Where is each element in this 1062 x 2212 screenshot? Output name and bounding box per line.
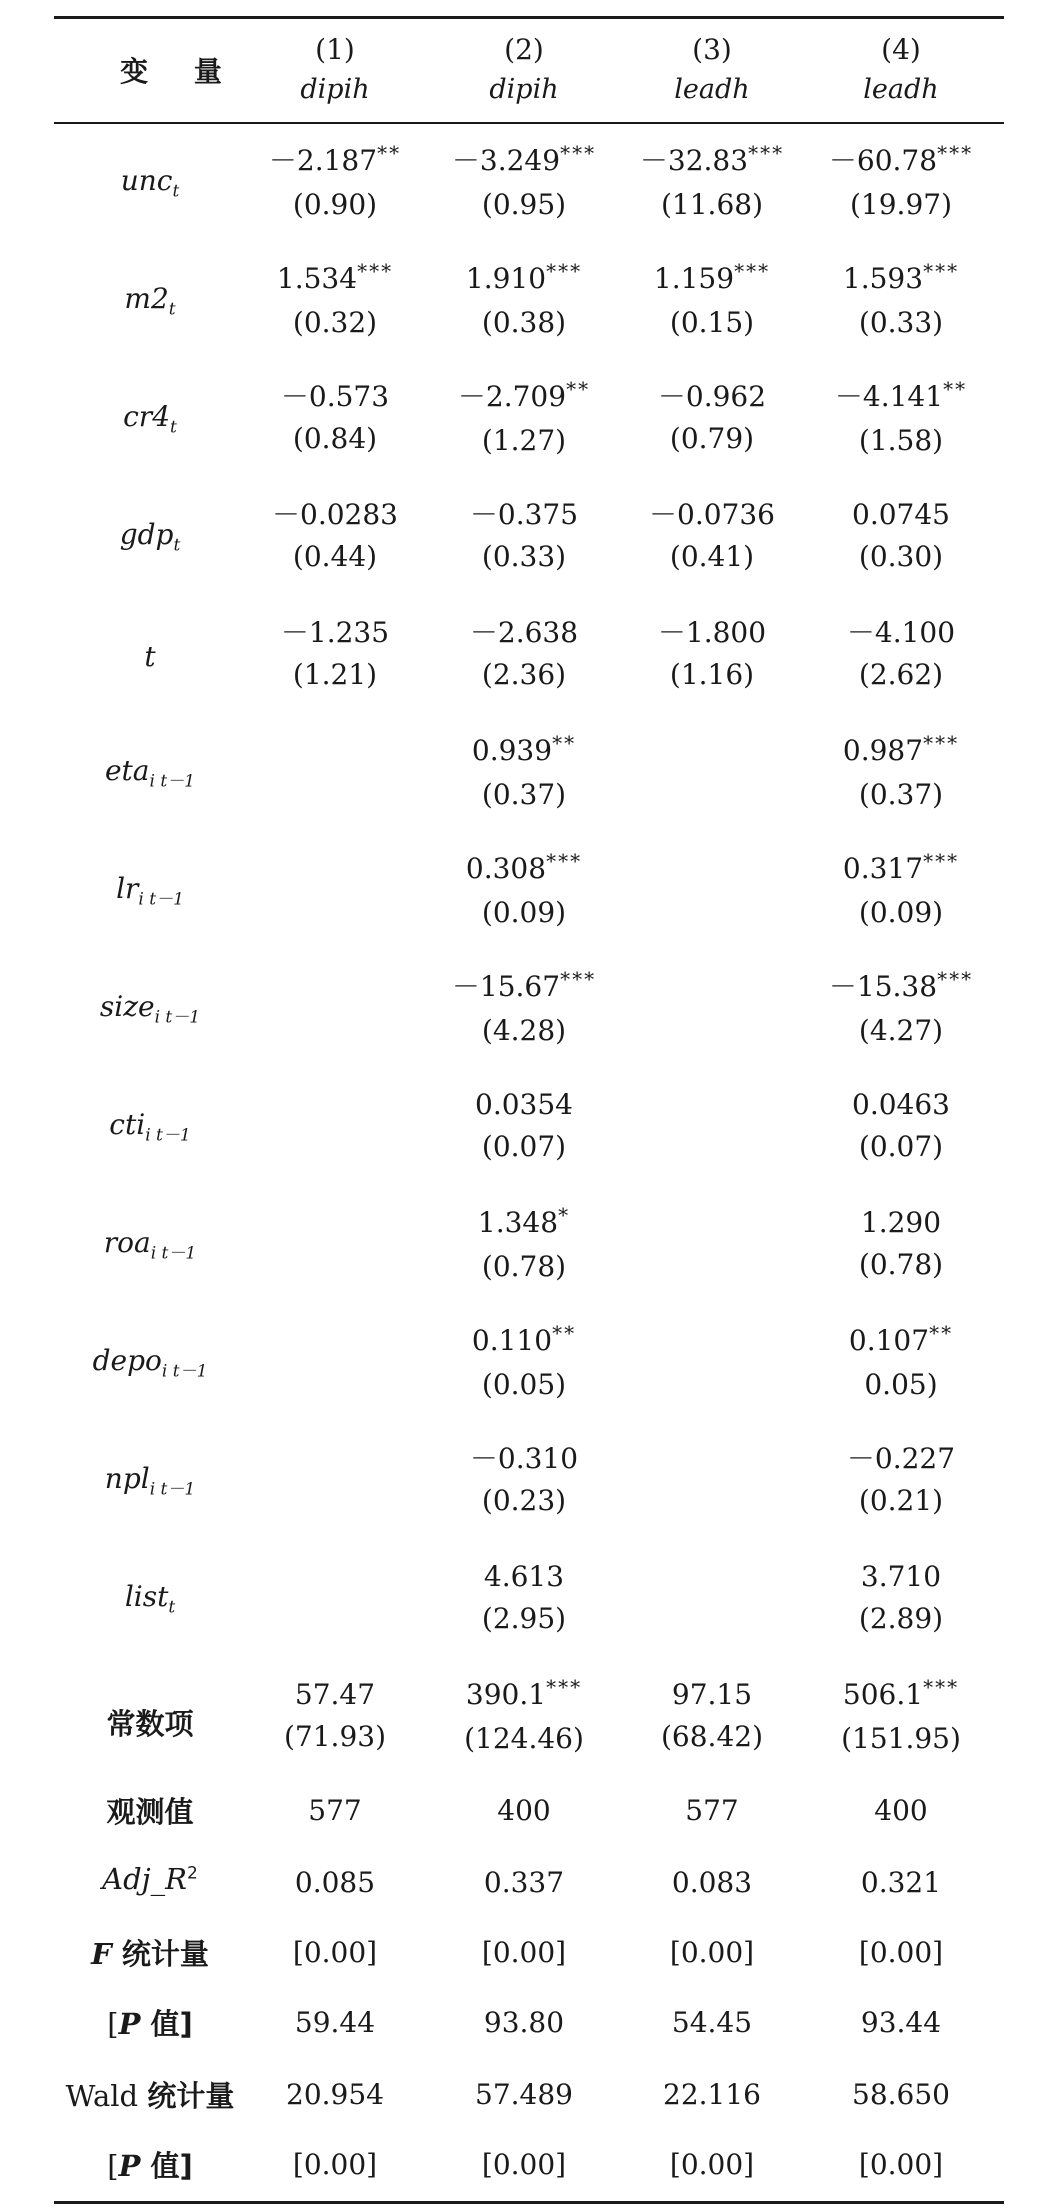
standard-error: (1.16) xyxy=(669,658,755,691)
statistic-label xyxy=(40,2144,260,2185)
standard-error: 0.05) xyxy=(864,1368,938,1401)
variable-name: m2 xyxy=(124,282,169,315)
coefficient-number: 0.939 xyxy=(471,734,553,767)
standard-error: (0.23) xyxy=(481,1484,567,1517)
statistic-value xyxy=(617,2002,807,2044)
coefficient-number: －2.638 xyxy=(469,616,579,649)
variable-subscript: i t－1 xyxy=(150,1243,197,1264)
standard-error: (0.78) xyxy=(858,1248,944,1281)
coefficient-cell xyxy=(806,1084,996,1168)
variable-name: t xyxy=(144,640,156,673)
coefficient-cell xyxy=(429,730,619,816)
coefficient-number: －4.100 xyxy=(846,616,956,649)
statistic-number: 0.085 xyxy=(294,1866,376,1899)
coefficient-value xyxy=(429,258,619,302)
variable-subscript: i t－1 xyxy=(149,771,195,792)
coefficient-cell xyxy=(429,848,619,934)
statistic-label xyxy=(40,2074,260,2115)
variable-name: npl xyxy=(104,1462,150,1495)
statistic-number: 54.45 xyxy=(671,2006,753,2039)
standard-error: (0.33) xyxy=(858,306,944,339)
coefficient-value xyxy=(617,140,807,184)
statistic-number: [0.00] xyxy=(669,2148,755,2181)
coefficient-number: 0.0745 xyxy=(852,498,950,531)
label-italic-symbol: P xyxy=(118,2007,141,2041)
statistic-value xyxy=(806,1790,996,1832)
row-variable-label xyxy=(40,282,260,320)
statistic-value xyxy=(240,2144,430,2186)
coefficient-value xyxy=(806,1674,996,1718)
coefficient-number: 390.1 xyxy=(465,1678,547,1711)
statistic-value xyxy=(806,2074,996,2116)
standard-error: (2.36) xyxy=(481,658,567,691)
coefficient-value xyxy=(429,1202,619,1246)
standard-error: (0.44) xyxy=(292,540,378,573)
statistic-number: 577 xyxy=(685,1794,739,1827)
statistic-value xyxy=(429,2074,619,2116)
variable-subscript: i t－1 xyxy=(161,1361,208,1382)
row-variable-label xyxy=(40,164,260,202)
coefficient-value xyxy=(806,1084,996,1126)
standard-error: (0.07) xyxy=(481,1130,567,1163)
significance-stars: ** xyxy=(552,731,577,755)
coefficient-cell xyxy=(240,612,430,696)
column-header-2: (2) dipih xyxy=(489,33,559,105)
standard-error: (0.41) xyxy=(669,540,755,573)
standard-error: (0.37) xyxy=(481,778,567,811)
standard-error: (4.27) xyxy=(858,1014,944,1047)
row-variable-label xyxy=(40,640,260,673)
standard-error: (0.33) xyxy=(481,540,567,573)
label-italic-symbol: P xyxy=(118,2149,141,2183)
statistic-value xyxy=(806,2002,996,2044)
significance-stars: *** xyxy=(937,967,974,991)
coefficient-value xyxy=(806,1320,996,1364)
label-text: 观测值 xyxy=(106,1795,194,1829)
coefficient-value xyxy=(806,258,996,302)
variable-name: cti xyxy=(109,1108,146,1141)
coefficient-cell xyxy=(806,1556,996,1640)
coefficient-value xyxy=(240,140,430,184)
standard-error: (0.32) xyxy=(292,306,378,339)
standard-error: (1.27) xyxy=(481,424,567,457)
coefficient-number: 0.0463 xyxy=(852,1088,950,1121)
standard-error: (11.68) xyxy=(660,188,763,221)
coefficient-value xyxy=(429,494,619,536)
statistic-number: 0.321 xyxy=(860,1866,942,1899)
statistic-value xyxy=(806,1862,996,1904)
coefficient-number: 0.110 xyxy=(471,1324,553,1357)
coefficient-number: －0.962 xyxy=(657,380,767,413)
statistic-value xyxy=(429,1862,619,1904)
statistic-value xyxy=(617,1862,807,1904)
coefficient-number: 3.710 xyxy=(860,1560,942,1593)
coefficient-number: －2.187 xyxy=(268,144,378,177)
label-italic-text: Adj_R xyxy=(102,1862,187,1896)
coefficient-value xyxy=(806,140,996,184)
coefficient-number: 1.910 xyxy=(465,262,547,295)
variable-name: size xyxy=(99,990,155,1023)
coefficient-cell xyxy=(806,848,996,934)
coefficient-cell xyxy=(429,258,619,344)
coefficient-cell xyxy=(429,1320,619,1406)
coefficient-number: 0.107 xyxy=(848,1324,930,1357)
coefficient-cell xyxy=(806,730,996,816)
coefficient-number: 4.613 xyxy=(483,1560,565,1593)
coefficient-cell xyxy=(240,494,430,578)
coefficient-value xyxy=(429,1084,619,1126)
significance-stars: * xyxy=(558,1203,571,1227)
standard-error: (0.09) xyxy=(481,896,567,929)
standard-error: (4.28) xyxy=(481,1014,567,1047)
coefficient-number: －0.0736 xyxy=(649,498,775,531)
statistic-number: 400 xyxy=(497,1794,551,1827)
standard-error: (1.58) xyxy=(858,424,944,457)
row-variable-label xyxy=(40,1344,260,1382)
coefficient-cell xyxy=(806,376,996,462)
coefficient-value xyxy=(240,612,430,654)
statistic-number: [0.00] xyxy=(669,1936,755,1969)
coefficient-number: －4.141 xyxy=(834,380,944,413)
significance-stars: *** xyxy=(357,259,394,283)
significance-stars: *** xyxy=(560,967,597,991)
coefficient-number: 1.593 xyxy=(842,262,924,295)
coefficient-value xyxy=(617,494,807,536)
standard-error: (2.89) xyxy=(858,1602,944,1635)
standard-error: (0.38) xyxy=(481,306,567,339)
statistic-number: 93.80 xyxy=(483,2006,565,2039)
variable-name: list xyxy=(124,1580,169,1613)
standard-error: (0.78) xyxy=(481,1250,567,1283)
standard-error: (0.09) xyxy=(858,896,944,929)
row-variable-label xyxy=(40,1462,260,1500)
standard-error: (2.62) xyxy=(858,658,944,691)
coefficient-value xyxy=(240,258,430,302)
standard-error: (71.93) xyxy=(283,1720,386,1753)
coefficient-value xyxy=(429,140,619,184)
label-italic-symbol: F xyxy=(91,1937,112,1971)
significance-stars: *** xyxy=(560,141,597,165)
coefficient-cell xyxy=(240,140,430,226)
variable-name: unc xyxy=(120,164,173,197)
coefficient-number: 506.1 xyxy=(842,1678,924,1711)
coefficient-cell xyxy=(806,258,996,344)
significance-stars: *** xyxy=(734,259,771,283)
coefficient-number: －2.709 xyxy=(457,380,567,413)
row-variable-label xyxy=(40,990,260,1028)
significance-stars: *** xyxy=(748,141,785,165)
statistic-value xyxy=(240,1932,430,1974)
variable-name: cr4 xyxy=(123,400,171,433)
statistic-number: 58.650 xyxy=(852,2078,950,2111)
coefficient-value xyxy=(429,1556,619,1598)
label-prefix: Wald xyxy=(65,2079,148,2113)
label-text: 统计量 xyxy=(111,1937,209,1971)
standard-error: (0.37) xyxy=(858,778,944,811)
coefficient-value xyxy=(806,494,996,536)
significance-stars: *** xyxy=(546,259,583,283)
coefficient-value xyxy=(429,730,619,774)
coefficient-cell xyxy=(806,1438,996,1522)
variable-name: lr xyxy=(116,872,139,905)
coefficient-number: －0.375 xyxy=(469,498,579,531)
variable-column-header: 变 量 xyxy=(120,55,240,88)
variable-subscript: t xyxy=(172,181,180,202)
standard-error: (68.42) xyxy=(660,1720,763,1753)
top-rule xyxy=(54,16,1004,19)
standard-error: (0.15) xyxy=(669,306,755,339)
statistic-number: [0.00] xyxy=(292,2148,378,2181)
coefficient-value xyxy=(617,1674,807,1716)
coefficient-number: －1.800 xyxy=(657,616,767,649)
coefficient-value xyxy=(429,848,619,892)
statistic-label xyxy=(40,1932,260,1973)
coefficient-cell xyxy=(240,1674,430,1758)
coefficient-cell xyxy=(240,258,430,344)
coefficient-cell xyxy=(806,494,996,578)
statistic-value xyxy=(240,1862,430,1904)
coefficient-cell xyxy=(806,966,996,1052)
coefficient-value xyxy=(806,848,996,892)
label-text: 统计量 xyxy=(147,2079,235,2113)
coefficient-cell xyxy=(806,1202,996,1286)
standard-error: (0.90) xyxy=(292,188,378,221)
coefficient-number: －15.67 xyxy=(451,970,561,1003)
coefficient-number: 0.308 xyxy=(465,852,547,885)
statistic-value xyxy=(429,2144,619,2186)
standard-error: (0.95) xyxy=(481,188,567,221)
coefficient-cell xyxy=(429,140,619,226)
coefficient-cell xyxy=(429,1438,619,1522)
label-superscript: 2 xyxy=(187,1863,198,1884)
coefficient-cell xyxy=(617,258,807,344)
coefficient-value xyxy=(429,1320,619,1364)
variable-subscript: i t－1 xyxy=(149,1479,196,1500)
row-variable-label xyxy=(40,1226,260,1264)
coefficient-number: 97.15 xyxy=(671,1678,753,1711)
row-variable-label xyxy=(40,754,260,792)
standard-error: (0.30) xyxy=(858,540,944,573)
statistic-number: [0.00] xyxy=(292,1936,378,1969)
coefficient-cell xyxy=(429,1556,619,1640)
statistic-number: [0.00] xyxy=(858,2148,944,2181)
coefficient-number: 0.987 xyxy=(842,734,924,767)
variable-subscript: i t－1 xyxy=(138,889,184,910)
statistic-value xyxy=(617,1932,807,1974)
coefficient-cell xyxy=(617,140,807,226)
standard-error: (151.95) xyxy=(841,1722,961,1755)
coefficient-value xyxy=(806,612,996,654)
statistic-value xyxy=(617,1790,807,1832)
significance-stars: ** xyxy=(566,377,591,401)
row-variable-label xyxy=(40,872,260,910)
coefficient-value xyxy=(429,966,619,1010)
variable-subscript: i t－1 xyxy=(154,1007,201,1028)
label-prefix: [ xyxy=(107,2007,119,2041)
statistic-label xyxy=(40,1790,260,1831)
coefficient-number: －32.83 xyxy=(639,144,749,177)
coefficient-cell xyxy=(617,376,807,460)
coefficient-cell xyxy=(806,1674,996,1760)
coefficient-value xyxy=(806,376,996,420)
coefficient-number: －3.249 xyxy=(451,144,561,177)
significance-stars: *** xyxy=(923,731,960,755)
coefficient-number: －0.227 xyxy=(846,1442,956,1475)
variable-name: gdp xyxy=(119,518,174,551)
statistic-value xyxy=(240,1790,430,1832)
bottom-rule xyxy=(54,2201,1004,2204)
statistic-number: 0.337 xyxy=(483,1866,565,1899)
standard-error: (0.07) xyxy=(858,1130,944,1163)
significance-stars: *** xyxy=(923,1675,960,1699)
variable-name: eta xyxy=(104,754,150,787)
coefficient-value xyxy=(617,376,807,418)
coefficient-cell xyxy=(806,1320,996,1406)
coefficient-value xyxy=(429,1674,619,1718)
coefficient-cell xyxy=(429,1202,619,1288)
coefficient-cell xyxy=(429,966,619,1052)
statistic-value xyxy=(429,2002,619,2044)
coefficient-cell xyxy=(806,140,996,226)
coefficient-number: －15.38 xyxy=(828,970,938,1003)
variable-subscript: t xyxy=(168,299,176,320)
row-variable-label xyxy=(40,1580,260,1618)
coefficient-number: 0.0354 xyxy=(475,1088,573,1121)
statistic-number: 93.44 xyxy=(860,2006,942,2039)
standard-error: (19.97) xyxy=(849,188,952,221)
statistic-value xyxy=(617,2074,807,2116)
coefficient-cell xyxy=(240,376,430,460)
variable-name: roa xyxy=(103,1226,151,1259)
coefficient-value xyxy=(806,1556,996,1598)
standard-error: (0.84) xyxy=(292,422,378,455)
statistic-number: [0.00] xyxy=(858,1936,944,1969)
statistic-value xyxy=(429,1790,619,1832)
significance-stars: ** xyxy=(929,1321,954,1345)
coefficient-cell xyxy=(429,612,619,696)
variable-subscript: t xyxy=(168,1597,176,1618)
variable-subscript: i t－1 xyxy=(145,1125,191,1146)
column-header-4: (4) leadh xyxy=(863,33,939,105)
coefficient-value xyxy=(617,258,807,302)
coefficient-number: －0.573 xyxy=(280,380,390,413)
coefficient-number: 1.534 xyxy=(276,262,358,295)
statistic-label xyxy=(40,2002,260,2043)
coefficient-cell xyxy=(806,612,996,696)
statistic-value xyxy=(806,1932,996,1974)
significance-stars: *** xyxy=(923,849,960,873)
coefficient-cell xyxy=(617,612,807,696)
significance-stars: *** xyxy=(923,259,960,283)
coefficient-cell xyxy=(429,376,619,462)
statistic-label xyxy=(40,1862,260,1896)
coefficient-number: －0.0283 xyxy=(272,498,398,531)
significance-stars: ** xyxy=(377,141,402,165)
variable-name: 常数项 xyxy=(106,1707,194,1741)
statistic-value xyxy=(806,2144,996,2186)
coefficient-value xyxy=(429,612,619,654)
coefficient-value xyxy=(806,1438,996,1480)
coefficient-value xyxy=(429,376,619,420)
coefficient-number: －0.310 xyxy=(469,1442,579,1475)
coefficient-number: 57.47 xyxy=(294,1678,376,1711)
statistic-number: 400 xyxy=(874,1794,928,1827)
statistic-number: 59.44 xyxy=(294,2006,376,2039)
coefficient-value xyxy=(240,1674,430,1716)
statistic-value xyxy=(240,2002,430,2044)
variable-subscript: t xyxy=(173,535,181,556)
standard-error: (0.05) xyxy=(481,1368,567,1401)
statistic-value xyxy=(429,1932,619,1974)
coefficient-value xyxy=(429,1438,619,1480)
coefficient-number: 1.290 xyxy=(860,1206,942,1239)
column-header-1: (1) dipih xyxy=(300,33,370,105)
coefficient-number: 1.348 xyxy=(477,1206,559,1239)
statistic-number: 57.489 xyxy=(475,2078,573,2111)
significance-stars: ** xyxy=(552,1321,577,1345)
statistic-number: 0.083 xyxy=(671,1866,753,1899)
standard-error: (0.79) xyxy=(669,422,755,455)
coefficient-number: 0.317 xyxy=(842,852,924,885)
coefficient-value xyxy=(240,494,430,536)
row-variable-label xyxy=(40,518,260,556)
statistic-number: 20.954 xyxy=(286,2078,384,2111)
statistic-number: [0.00] xyxy=(481,1936,567,1969)
row-variable-label xyxy=(40,1108,260,1146)
label-text: 值] xyxy=(140,2149,193,2183)
statistic-number: 577 xyxy=(308,1794,362,1827)
coefficient-value xyxy=(240,376,430,418)
coefficient-value xyxy=(617,612,807,654)
standard-error: (0.21) xyxy=(858,1484,944,1517)
coefficient-number: －1.235 xyxy=(280,616,390,649)
statistic-value xyxy=(240,2074,430,2116)
coefficient-number: 1.159 xyxy=(653,262,735,295)
significance-stars: *** xyxy=(546,849,583,873)
significance-stars: ** xyxy=(943,377,968,401)
variable-subscript: t xyxy=(170,417,177,438)
coefficient-value xyxy=(806,1202,996,1244)
significance-stars: *** xyxy=(546,1675,583,1699)
coefficient-cell xyxy=(429,494,619,578)
coefficient-number: －60.78 xyxy=(828,144,938,177)
label-text: 值] xyxy=(140,2007,193,2041)
row-variable-label xyxy=(40,400,260,438)
coefficient-value xyxy=(806,966,996,1010)
row-variable-label xyxy=(40,1702,260,1743)
variable-name: depo xyxy=(92,1344,162,1377)
standard-error: (2.95) xyxy=(481,1602,567,1635)
coefficient-value xyxy=(806,730,996,774)
statistic-number: 22.116 xyxy=(663,2078,761,2111)
column-header-3: (3) leadh xyxy=(674,33,750,105)
significance-stars: *** xyxy=(937,141,974,165)
coefficient-cell xyxy=(617,494,807,578)
header-rule xyxy=(54,122,1004,124)
coefficient-cell xyxy=(617,1674,807,1758)
statistic-value xyxy=(617,2144,807,2186)
coefficient-cell xyxy=(429,1674,619,1760)
standard-error: (1.21) xyxy=(292,658,378,691)
label-prefix: [ xyxy=(107,2149,119,2183)
coefficient-cell xyxy=(429,1084,619,1168)
statistic-number: [0.00] xyxy=(481,2148,567,2181)
standard-error: (124.46) xyxy=(464,1722,584,1755)
